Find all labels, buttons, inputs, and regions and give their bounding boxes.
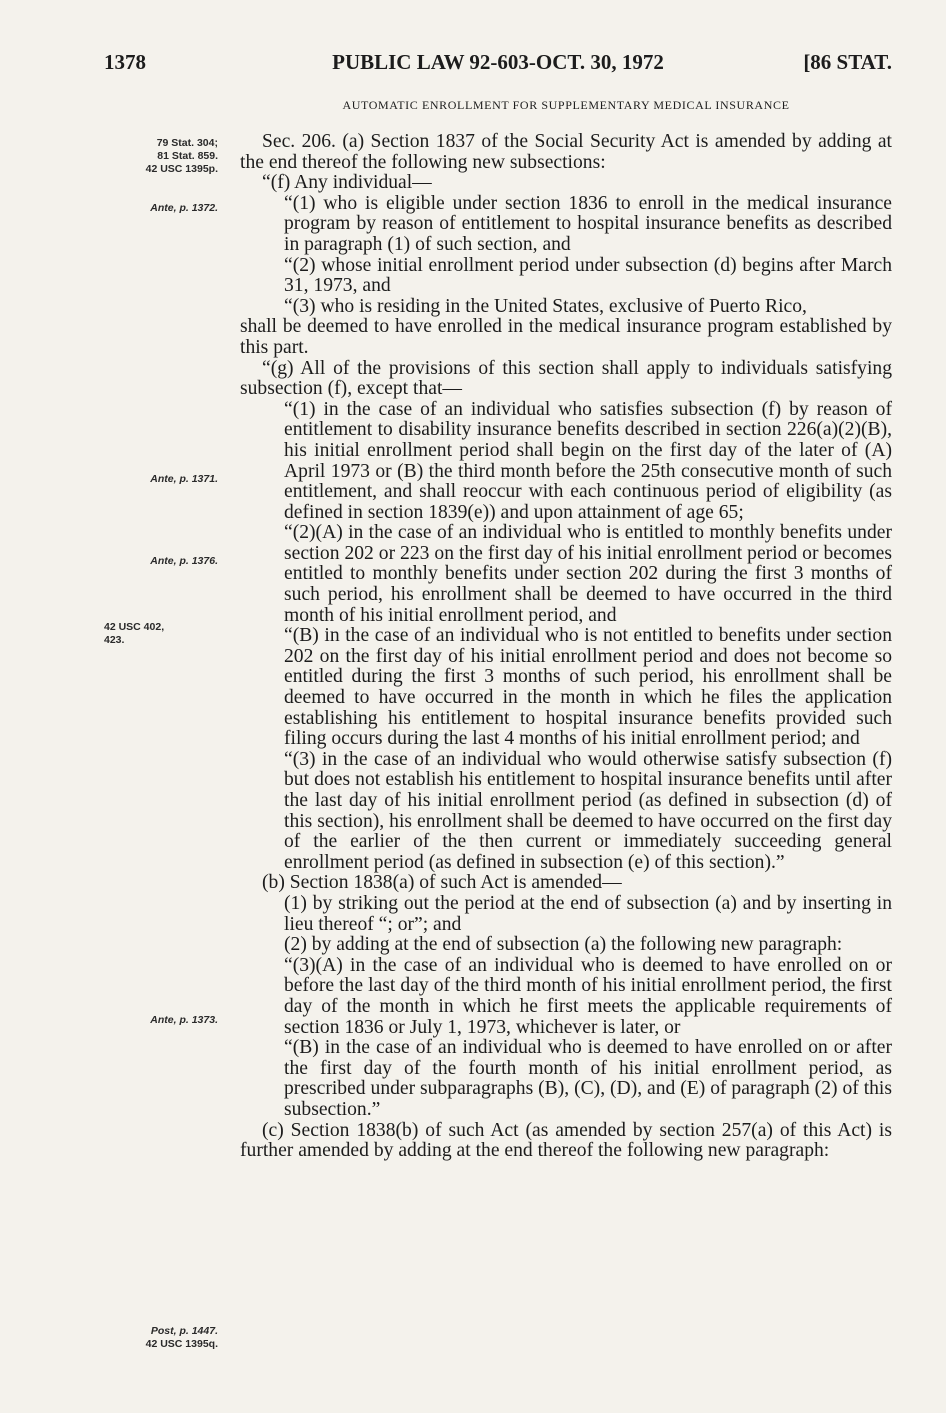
paragraph: “(1) in the case of an individual who satisfies subsection (f) by reason of entitlement to disability insurance benefits described in section 226(a)(2)(B), his initial enrollment period shall begin on the first day of the later of (A) April 1973 or (B) the third month before the 25th consecutive month of such entitlement, and shall reoccur with each continuous period of eligibility (as defined in section 1839(e)) and upon attainment of age 65; <box>284 398 892 523</box>
paragraph: (2) by adding at the end of subsection (a) the following new paragraph: <box>284 934 843 956</box>
paragraph: “(B) in the case of an individual who is deemed to have enrolled on or after the first day of the fourth month of his initial enrollment period, as prescribed under subparagraphs (B), (C), (D), and (E) of paragraph (2) of this subsection.” <box>284 1037 892 1120</box>
paragraph: “(g) All of the provisions of this section shall apply to individuals satisfying subsection (f), except that— <box>240 357 892 400</box>
margin-note: Ante, p. 1376. <box>150 555 218 567</box>
page-number: 1378 <box>104 50 146 74</box>
paragraph: Sec. 206. (a) Section 1837 of the Social Security Act is amended by adding at the end thereof the following new subsections: <box>240 131 892 173</box>
margin-note: 79 Stat. 304; 81 Stat. 859. 42 USC 1395p. <box>145 137 218 175</box>
paragraph: (b) Section 1838(a) of such Act is amended— <box>262 872 622 894</box>
margin-note: Ante, p. 1371. <box>150 473 218 485</box>
statute-reference: [86 STAT. <box>803 50 892 74</box>
margin-note: 42 USC 402, 423. <box>104 621 165 646</box>
margin-note: Ante, p. 1372. <box>150 202 218 214</box>
paragraph: “(3)(A) in the case of an individual who is deemed to have enrolled on or before the last day of the third month of his initial enrollment period, the first day of the month in which he first meets the applicable requirements of section 1836 or July 1, 1973, whichever is later, or <box>284 954 892 1038</box>
paragraph: (1) by striking out the period at the end of subsection (a) and by inserting in lieu thereof “; or”; and <box>284 892 892 935</box>
paragraph: (c) Section 1838(b) of such Act (as amended by section 257(a) of this Act) is further amended by adding at the end thereof the following new paragraph: <box>240 1119 892 1162</box>
document-body <box>240 132 892 1162</box>
paragraph: “(3) in the case of an individual who would otherwise satisfy subsection (f) but does not establish his entitlement to hospital insurance benefits until after the last day of his initial enrollment period (as defined in subsection (d) of this section), his enrollment shall be deemed to have occurred on the first day of the earlier of the then current or immediately succeeding general enrollment period (as defined in subsection (e) of this section).” <box>284 748 892 873</box>
margin-note: Ante, p. 1373. <box>150 1014 218 1026</box>
section-heading: AUTOMATIC ENROLLMENT FOR SUPPLEMENTARY MEDICAL INSURANCE <box>342 98 790 112</box>
paragraph: “(2)(A) in the case of an individual who is entitled to monthly benefits under section 202 or 223 on the first day of his initial enrollment period or becomes entitled to monthly benefits under section 202 during the first 3 months of such period, his enrollment shall be deemed to have occurred in the third month of his initial enrollment period, and <box>284 522 892 626</box>
paragraph: “(2) whose initial enrollment period under subsection (d) begins after March 31, 1973, and <box>284 254 892 297</box>
paragraph: “(3) who is residing in the United States, exclusive of Puerto Rico, <box>284 295 807 317</box>
page-title: PUBLIC LAW 92-603-OCT. 30, 1972 <box>332 50 664 74</box>
margin-note: Post, p. 1447. 42 USC 1395q. <box>145 1325 218 1350</box>
paragraph: “(f) Any individual— <box>262 172 432 194</box>
paragraph: “(1) who is eligible under section 1836 to enroll in the medical insurance program by reason of entitlement to hospital insurance benefits as described in paragraph (1) of such section, and <box>284 192 892 255</box>
margin-notes <box>0 0 230 1413</box>
paragraph: shall be deemed to have enrolled in the medical insurance program established by this part. <box>240 316 892 358</box>
paragraph: “(B) in the case of an individual who is not entitled to benefits under section 202 on the first day of his initial enrollment period and does not become so entitled during the first 3 months of such period, his enrollment shall be deemed to have occurred in the month in which he files the application establishing his entitlement to hospital insurance benefits provided such filing occurs during the last 4 months of his initial enrollment period; and <box>284 625 892 750</box>
